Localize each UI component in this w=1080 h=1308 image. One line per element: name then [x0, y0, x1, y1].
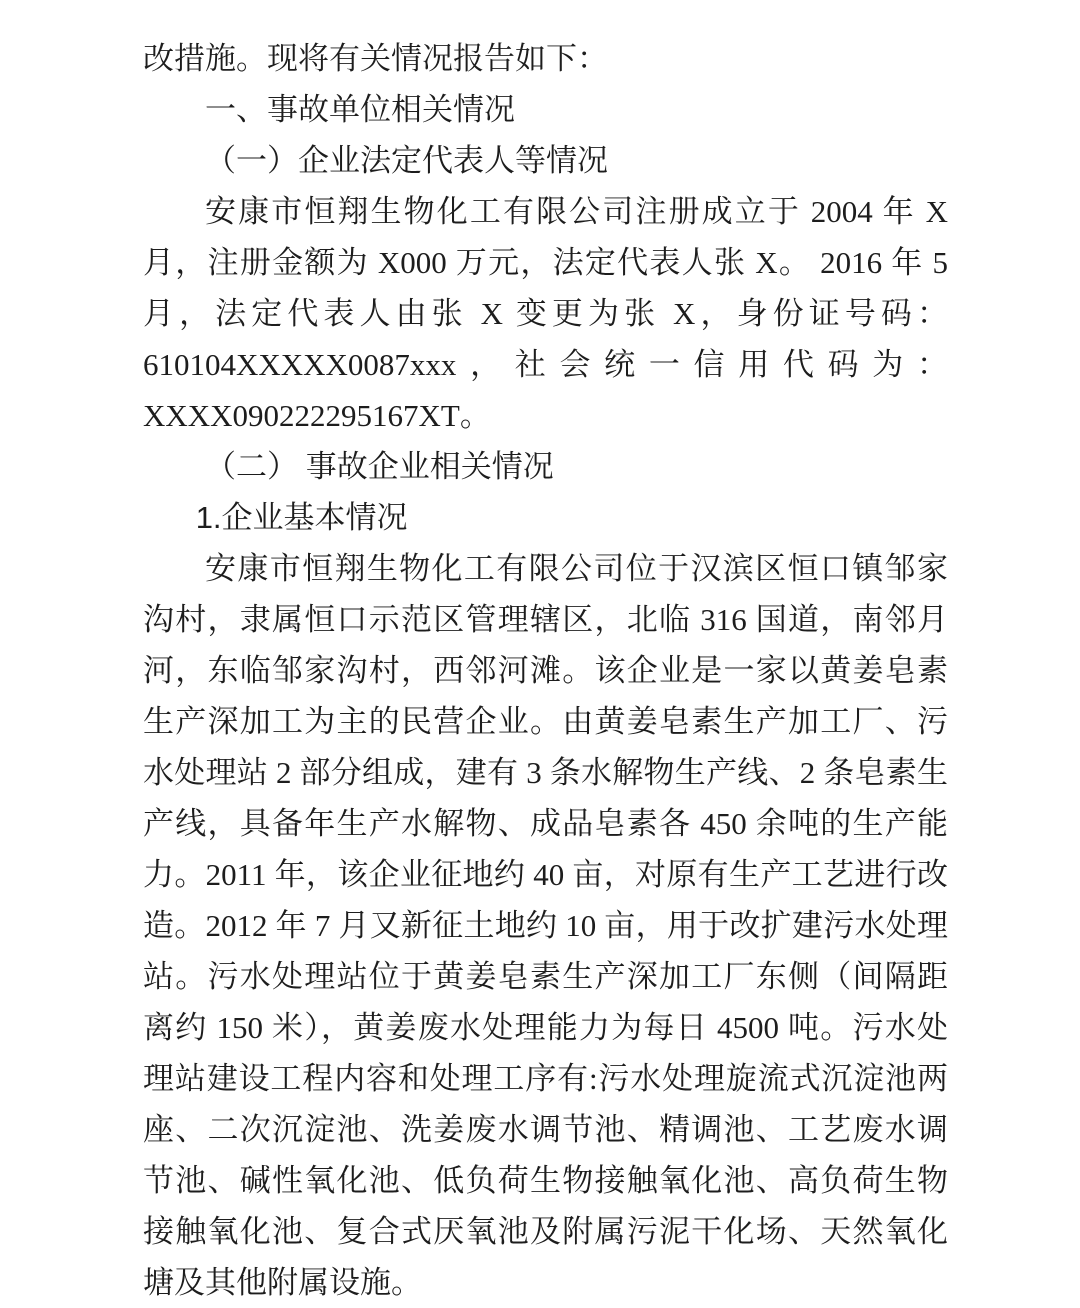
item-1-heading: 1.企业基本情况: [195, 500, 408, 535]
legal-representative-paragraph: 安康市恒翔生物化工有限公司注册成立于 2004 年 X 月，注册金额为 X000 万元，法定代表人张 X。 2016 年 5 月，法定代表人由张 X 变更为张 X，身份证号码：610104XXXXX0087xxx，社会统一信用代码为：XXXX090222295167XT。: [143, 194, 948, 433]
subsection-1-heading: （一）企业法定代表人等情况: [205, 143, 608, 178]
section-1-heading: 一、事故单位相关情况: [205, 92, 515, 127]
subsection-2-heading: （二） 事故企业相关情况: [205, 449, 554, 484]
continuation-paragraph: 改措施。现将有关情况报告如下：: [143, 41, 608, 76]
company-basic-paragraph: 安康市恒翔生物化工有限公司位于汉滨区恒口镇邹家沟村，隶属恒口示范区管理辖区，北临 316 国道，南邻月河，东临邹家沟村，西邻河滩。该企业是一家以黄姜皂素生产深加工为主的民营企业。由黄姜皂素生产加工厂、污水处理站 2 部分组成，建有 3 条水解物生产线、2 条皂素生产线，具备年生产水解物、成品皂素各 450 余吨的生产能力。2011 年，该企业征地约 40 亩，对原有生产工艺进行改造。2012 年 7 月又新征土地约 10 亩，用于改扩建污水处理站。污水处理站位于黄姜皂素生产深加工厂东侧（间隔距离约 150 米），黄姜废水处理能力为每日 4500 吨。污水处理站建设工程内容和处理工序有:污水处理旋流式沉淀池两座、二次沉淀池、洗姜废水调节池、精调池、工艺废水调节池、碱性氧化池、低负荷生物接触氧化池、高负荷生物接触氧化池、复合式厌氧池及附属污泥干化场、天然氧化塘及其他附属设施。: [143, 551, 948, 1300]
